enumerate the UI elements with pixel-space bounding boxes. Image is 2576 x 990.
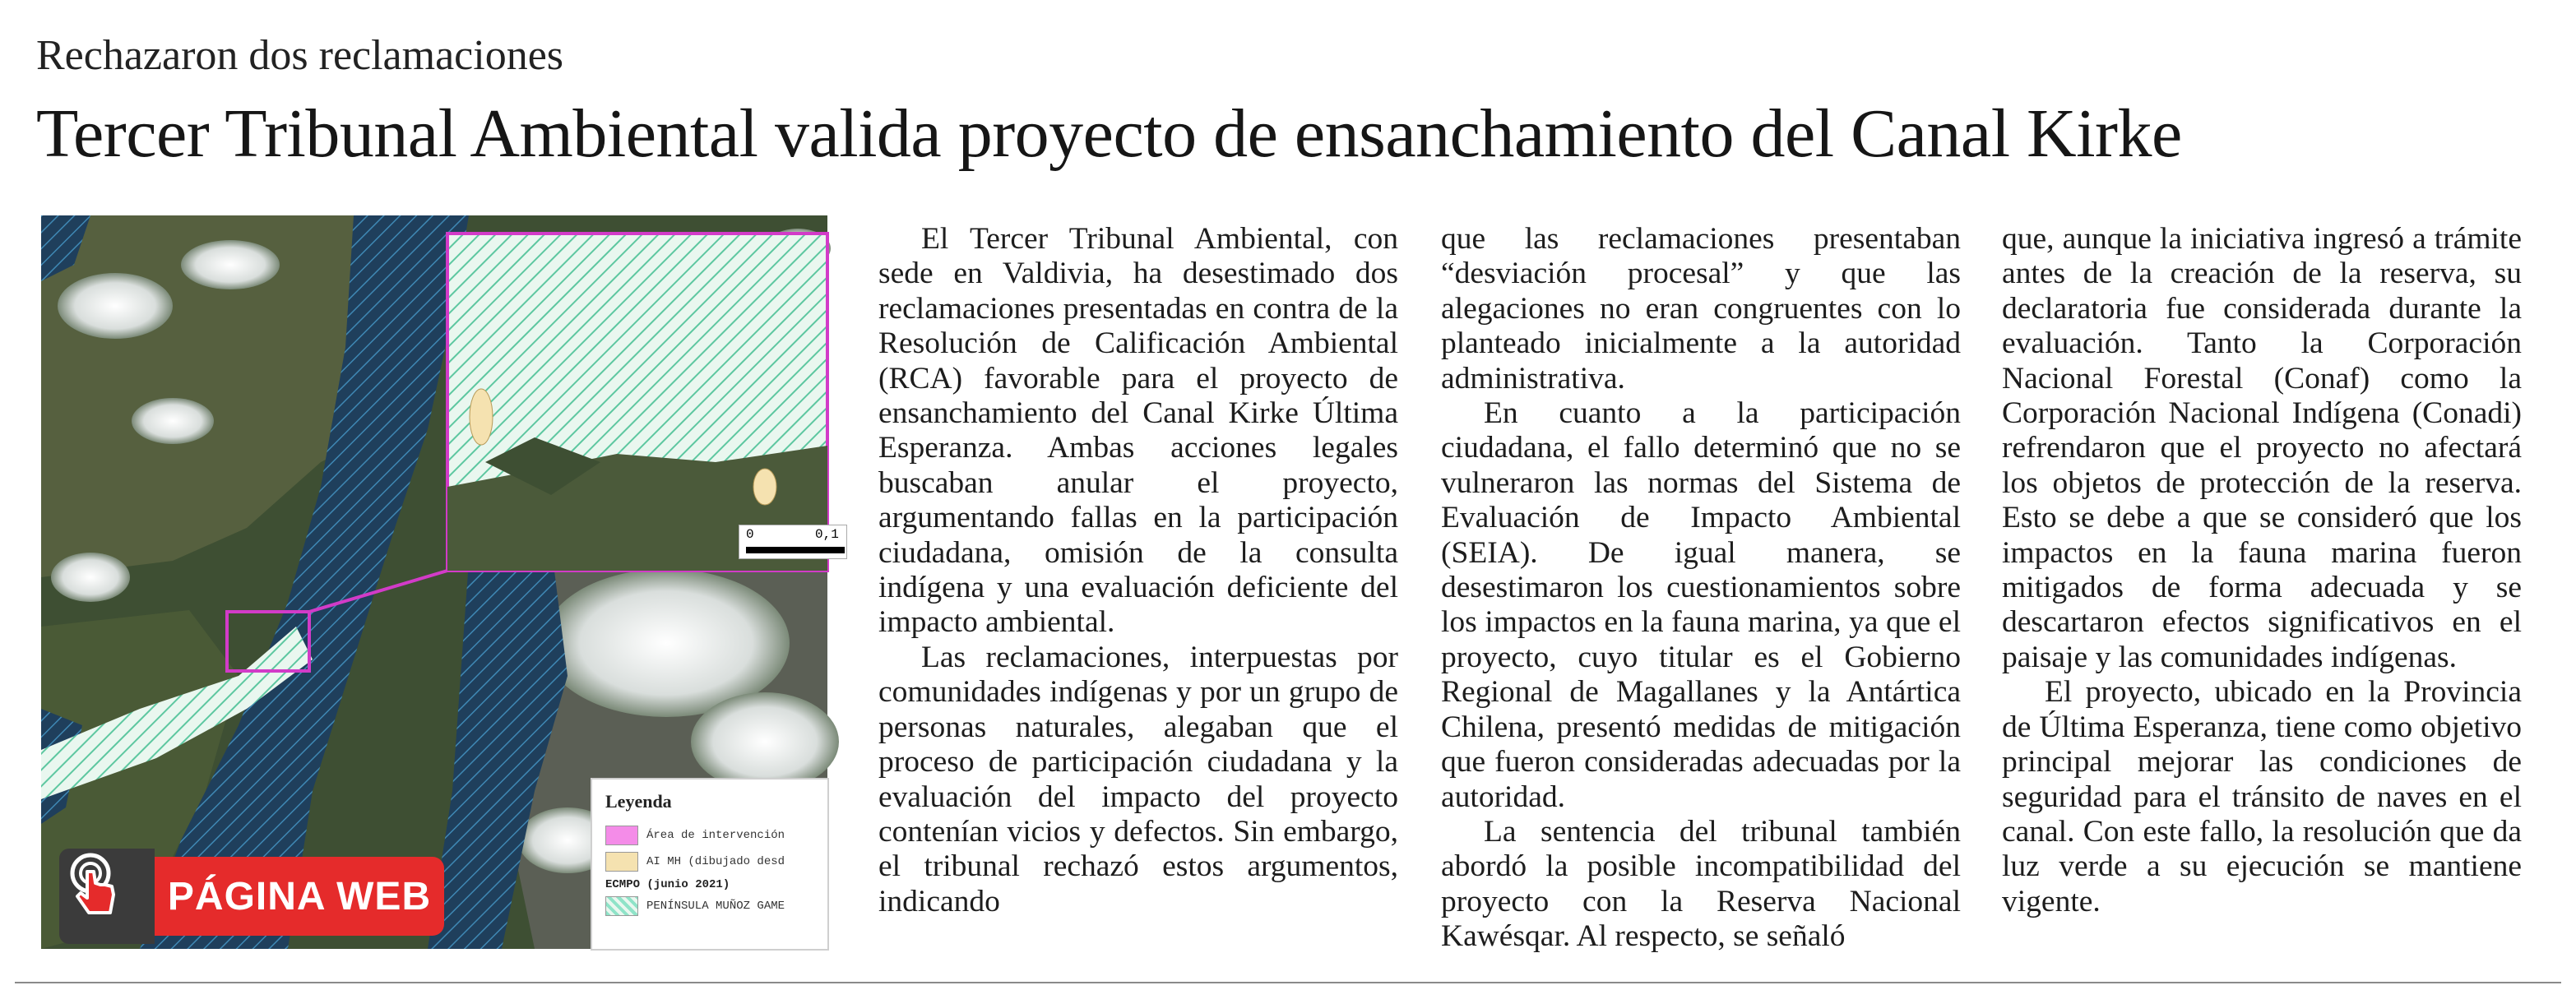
legend-item	[600, 893, 819, 919]
legend-item	[600, 822, 819, 849]
scale-start: 0	[746, 527, 754, 542]
legend-item	[600, 849, 819, 875]
legend-swatch-pink	[605, 826, 638, 845]
map-scale	[739, 525, 847, 559]
legend-swatch-beige	[605, 852, 638, 872]
paragraph: El proyecto, ubicado en la Provincia de Última Esperanza, tiene como objetivo principal mejorar las condiciones de seguridad para el tránsito de naves en el canal. Con este fallo, la resolución que da luz verde a su ejecución se mantiene vigente.	[2002, 675, 2522, 918]
article-headline: Tercer Tribunal Ambiental valida proyecto de ensanchamiento del Canal Kirke	[36, 95, 2182, 172]
paragraph: Las reclamaciones, interpuestas por comunidades indígenas y por un grupo de personas naturales, alegaban que el proceso de participación ciudadana y la evaluación del impacto del proyecto contenían vicios y defectos. Sin embargo, el tribunal rechazó estos argumentos, indicando	[878, 640, 1398, 918]
article-column-1	[878, 222, 1398, 919]
article-column-2	[1441, 222, 1961, 955]
map-legend	[591, 778, 829, 951]
legend-title: Leyenda	[605, 791, 672, 812]
legend-section-title: ECMPO (junio 2021)	[605, 878, 730, 891]
legend-item-label: PENÍNSULA MUÑOZ GAME	[646, 900, 785, 913]
map-figure	[41, 215, 839, 949]
paragraph: El Tercer Tribunal Ambiental, con sede en Valdivia, ha desestimado dos reclamaciones presentadas en contra de la Resolución de Calificación Ambiental (RCA) favorable para el proyecto de ensanchamiento del Canal Kirke Última Esperanza. Ambas acciones legales buscaban anular el proyecto, argumentando fallas en la participación ciudadana, omisión de la consulta indígena y una evaluación deficiente del impacto ambiental.	[878, 222, 1398, 640]
bottom-rule	[15, 982, 2561, 983]
legend-swatch-hatch	[605, 896, 638, 916]
paragraph: que las reclamaciones presentaban “desviación procesal” y que las alegaciones no eran congruentes con lo planteado inicialmente a la autoridad administrativa.	[1441, 222, 1961, 396]
article-column-3	[2002, 222, 2522, 919]
pagina-web-label: PÁGINA WEB	[155, 857, 444, 936]
legend-item-label: Área de intervención	[646, 829, 785, 842]
paragraph: que, aunque la iniciativa ingresó a trámite antes de la creación de la reserva, su declaratoria fue considerada durante la evaluación. Tanto la Corporación Nacional Forestal (Conaf) como la Corporación Nacional Indígena (Conadi) refrendaron que el proyecto no afectará los objetos de protección de la reserva. Esto se debe a que se consideró que los impactos en la fauna marina fueron mitigados de forma adecuada y se descartaron efectos significativos en el paisaje y las comunidades indígenas.	[2002, 222, 2522, 674]
legend-item-label: AI MH (dibujado desd	[646, 855, 785, 868]
paragraph: En cuanto a la participación ciudadana, el fallo determinó que no se vulneraron las normas del Sistema de Evaluación de Impacto Ambiental (SEIA). De igual manera, se desestimaron los cuestionamientos sobre los impactos en la fauna marina, ya que el proyecto, cuyo titular es el Gobierno Regional de Magallanes y la Antártica Chilena, presentó medidas de mitigación que fueron consideradas adecuadas por la autoridad.	[1441, 396, 1961, 814]
article-kicker: Rechazaron dos reclamaciones	[36, 32, 564, 79]
pagina-web-badge[interactable]	[59, 849, 444, 944]
hand-pointer-icon	[59, 849, 155, 944]
paragraph: La sentencia del tribunal también abordó la posible incompatibilidad del proyecto con la Reserva Nacional Kawésqar. Al respecto, se señaló	[1441, 814, 1961, 954]
scale-end: 0,1	[815, 527, 839, 542]
scale-bar	[746, 547, 845, 553]
